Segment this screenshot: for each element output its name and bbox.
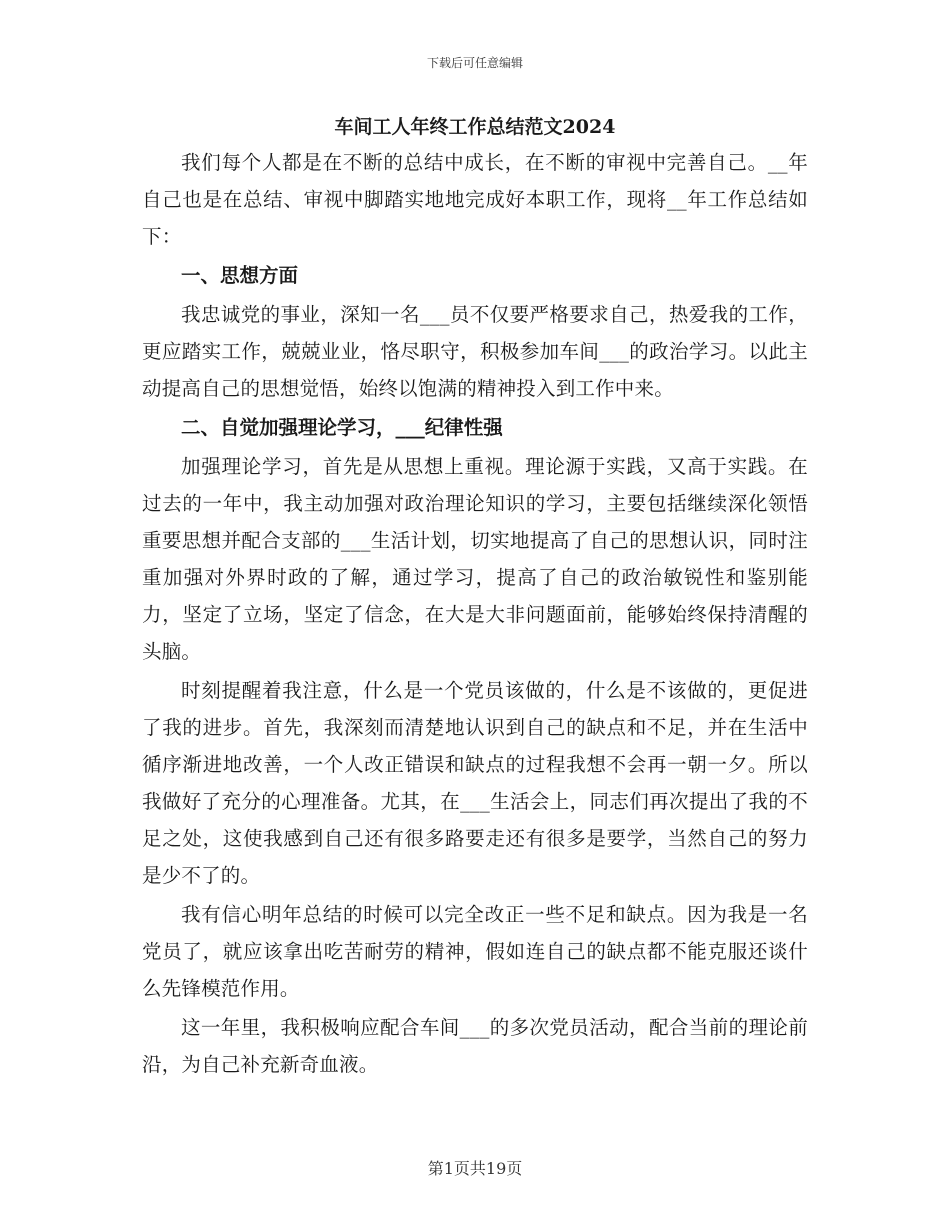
paragraph-activities: 这一年里，我积极响应配合车间___的多次党员活动，配合当前的理论前沿，为自己补充新奇血液。 bbox=[142, 1016, 808, 1076]
document-content bbox=[142, 112, 808, 1085]
paragraph-confidence: 我有信心明年总结的时候可以完全改正一些不足和缺点。因为我是一名党员了，就应该拿出吃苦耐劳的精神，假如连自己的缺点都不能克服还谈什么先锋模范作用。 bbox=[142, 903, 808, 1000]
paragraph-ideology: 我忠诚党的事业，深知一名___员不仅要严格要求自己，热爱我的工作，更应踏实工作，兢兢业业，恪尽职守，积极参加车间___的政治学习。以此主动提高自己的思想觉悟，始终以饱满的精神投入到工作中来。 bbox=[142, 303, 808, 400]
page-number-indicator: 第1页共19页 bbox=[427, 1159, 523, 1178]
paragraph-intro: 我们每个人都是在不断的总结中成长，在不断的审视中完善自己。__年自己也是在总结、审视中脚踏实地地完成好本职工作，现将__年工作总结如下： bbox=[142, 151, 808, 248]
paragraph-self-reflection: 时刻提醒着我注意，什么是一个党员该做的，什么是不该做的，更促进了我的进步。首先，我深刻而清楚地认识到自己的缺点和不足，并在生活中循序渐进地改善，一个人改正错误和缺点的过程我想不会再一朝一夕。所以我做好了充分的心理准备。尤其，在___生活会上，同志们再次提出了我的不足之处，这使我感到自己还有很多路要走还有很多是要学，当然自己的努力是少不了的。 bbox=[142, 679, 808, 887]
section-heading-ideology: 一、思想方面 bbox=[181, 264, 299, 287]
section-heading-theory-study: 二、自觉加强理论学习，___纪律性强 bbox=[181, 416, 503, 439]
document-title: 车间工人年终工作总结范文2024 bbox=[334, 116, 616, 138]
paragraph-theory-study: 加强理论学习，首先是从思想上重视。理论源于实践，又高于实践。在过去的一年中，我主动加强对政治理论知识的学习，主要包括继续深化领悟重要思想并配合支部的___生活计划，切实地提高了自己的思想认识，同时注重加强对外界时政的了解，通过学习，提高了自己的政治敏锐性和鉴别能力，坚定了立场，坚定了信念，在大是大非问题面前，能够始终保持清醒的头脑。 bbox=[142, 455, 808, 663]
page-header-note: 下载后可任意编辑 bbox=[426, 56, 523, 70]
